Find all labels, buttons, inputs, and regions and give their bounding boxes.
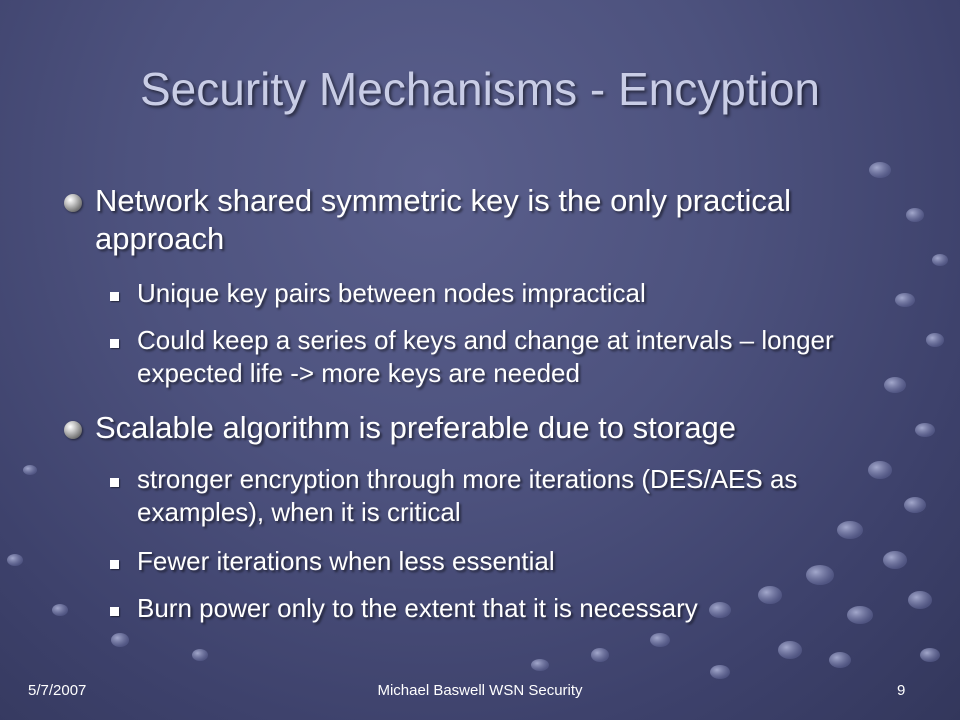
- footer-date: 5/7/2007: [28, 682, 87, 699]
- bullet-orb-icon: [64, 421, 82, 439]
- bullet-text: Network shared symmetric key is the only practical approach: [95, 183, 792, 256]
- sub-bullet-square-icon: [110, 339, 119, 348]
- bullet-orb-icon: [64, 194, 82, 212]
- sub-bullet-text: Fewer iterations when less essential: [137, 546, 555, 576]
- sub-bullet-square-icon: [110, 607, 119, 616]
- sub-bullet-square-icon: [110, 478, 119, 487]
- sub-bullet-square-icon: [110, 560, 119, 569]
- bullet-text: Scalable algorithm is preferable due to storage: [95, 410, 737, 445]
- sub-bullet-text: Unique key pairs between nodes impractical: [137, 278, 646, 308]
- footer-presenter: Michael Baswell WSN Security: [377, 682, 583, 699]
- sub-bullet-text: Burn power only to the extent that it is necessary: [137, 593, 698, 623]
- sub-bullet-square-icon: [110, 292, 119, 301]
- slide-number: 9: [897, 682, 906, 699]
- sub-bullet-text: Could keep a series of keys and change at intervals – longer expected life -> more keys are needed: [137, 325, 834, 388]
- sub-bullet-text: stronger encryption through more iterations (DES/AES as examples), when it is critical: [137, 464, 798, 527]
- slide-title: Security Mechanisms - Encyption: [139, 63, 821, 115]
